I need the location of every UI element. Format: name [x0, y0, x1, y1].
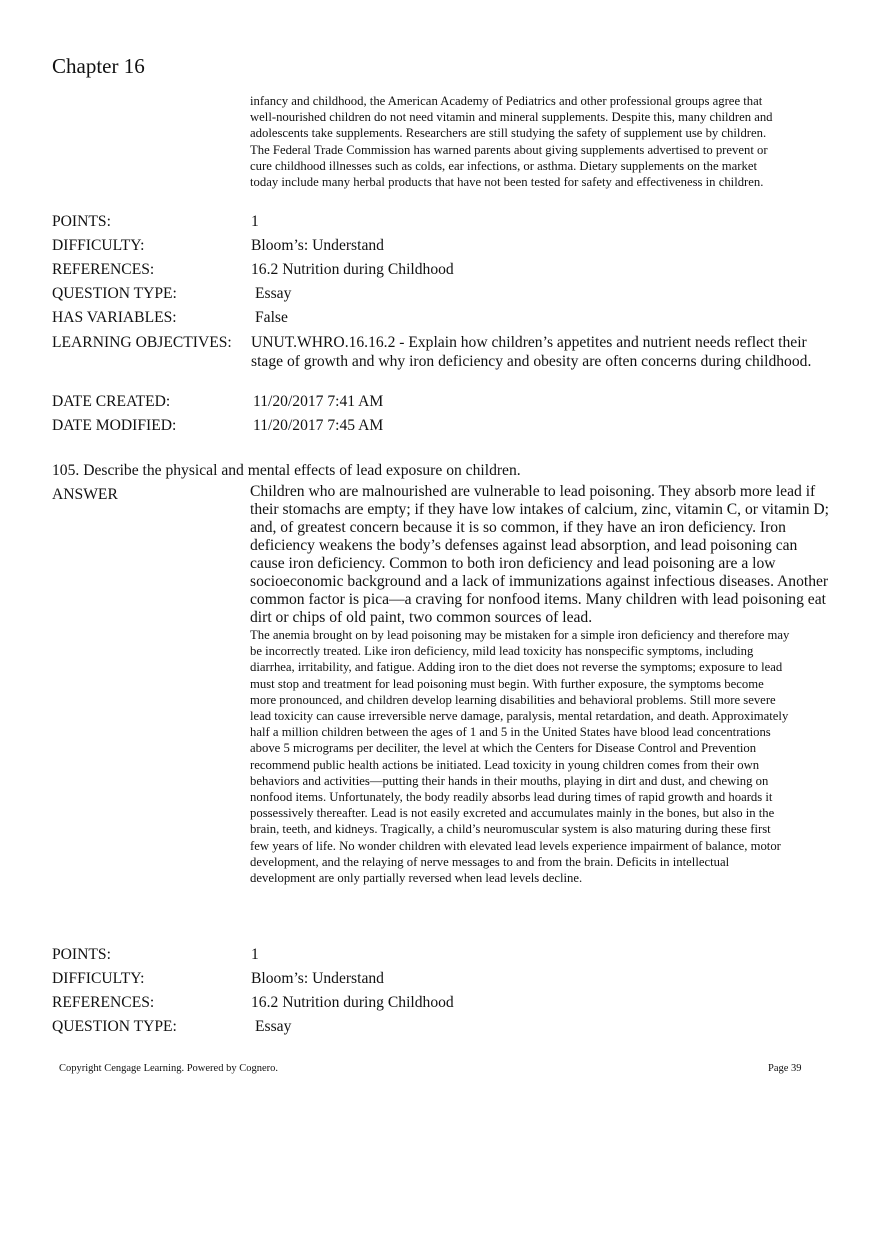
- meta-value: 1: [251, 946, 259, 963]
- meta-label: LEARNING OBJECTIVES:: [52, 334, 232, 351]
- answer-paragraph-1: Children who are malnourished are vulnerable to lead poisoning. They absorb more lead if their stomachs are empty; if they have low intakes of calcium, zinc, vitamin C, or vitamin D; and, of greatest concern because it is so common, if they have an iron deficiency. Iron deficiency weakens the body’s defenses against lead absorption, and lead poisoning can cause iron deficiency. Common to both iron deficiency and lead poisoning are a low socioeconomic background and a lack of immunizations against infectious diseases. Another common factor is pica—a craving for nonfood items. Many children with lead poisoning eat dirt or chips of old paint, two common sources of lead.: [250, 483, 829, 626]
- meta-label: DATE MODIFIED:: [52, 417, 177, 434]
- meta-label: QUESTION TYPE:: [52, 285, 177, 302]
- meta-row-points: [52, 213, 842, 237]
- meta-row-references: [52, 261, 842, 285]
- meta-row-has-variables: [52, 309, 842, 333]
- chapter-heading: Chapter 16: [52, 54, 145, 78]
- meta-row-date-modified: [52, 417, 842, 441]
- question-line: [52, 462, 521, 480]
- meta-label: HAS VARIABLES:: [52, 309, 177, 326]
- question-text: Describe the physical and mental effects of lead exposure on children.: [83, 462, 521, 479]
- copyright-footer: Copyright Cengage Learning. Powered by Cognero.: [59, 1063, 278, 1074]
- answer-label: ANSWER: [52, 486, 118, 503]
- answer-paragraph-2: The anemia brought on by lead poisoning may be mistaken for a simple iron deficiency and therefore may be incorrectly treated. Like iron deficiency, mild lead toxicity has nonspecific symptoms, including diarrhea, irritability, and fatigue. Adding iron to the diet does not reverse the symptoms; exposure to lead must stop and treatment for lead poisoning must begin. With further exposure, the symptoms become more pronounced, and children develop learning disabilities and behavioral problems. Still more severe lead toxicity can cause irreversible nerve damage, paralysis, mental retardation, and death. Approximately half a million children between the ages of 1 and 5 in the United States have blood lead concentrations above 5 micrograms per deciliter, the level at which the Centers for Disease Control and Prevention recommend public health actions be initiated. Lead toxicity in young children comes from their own behaviors and activities—putting their hands in their mouths, playing in dirt and dust, and chewing on nonfood items. Unfortunately, the body readily absorbs lead during times of rapid growth and hoards it possessively thereafter. Lead is not easily excreted and accumulates mainly in the bones, but also in the brain, teeth, and kidneys. Tragically, a child’s neuromuscular system is also maturing during these first few years of life. No wonder children with elevated lead levels experience impairment of balance, motor development, and the relaying of nerve messages to and from the brain. Deficits in intellectual development are only partially reversed when lead levels decline.: [250, 628, 790, 886]
- meta-row-references: [52, 994, 842, 1018]
- meta-row-points: [52, 946, 842, 970]
- question-metadata-2: [52, 946, 842, 1042]
- question-metadata: [52, 213, 842, 441]
- meta-row-difficulty: [52, 970, 842, 994]
- page-number: Page 39: [768, 1063, 802, 1074]
- question-number: 105.: [52, 462, 80, 479]
- previous-answer-text: infancy and childhood, the American Academy of Pediatrics and other professional groups agree that well-nourished children do not need vitamin and mineral supplements. Despite this, many children and adolescents take supplements. Researchers are still studying the safety of supplement use by children. The Federal Trade Commission has warned parents about giving supplements advertised to prevent or cure childhood illnesses such as colds, ear infections, or asthma. Dietary supplements on the market today include many herbal products that have not been tested for safety and effectiveness in children.: [250, 94, 773, 190]
- meta-row-difficulty: [52, 237, 842, 261]
- meta-row-question-type: [52, 285, 842, 309]
- meta-value: Bloom’s: Understand: [251, 970, 384, 987]
- meta-label: POINTS:: [52, 946, 111, 963]
- meta-value: Essay: [255, 1018, 292, 1035]
- meta-row-question-type: [52, 1018, 842, 1042]
- meta-value: 1: [251, 213, 259, 230]
- meta-label: DIFFICULTY:: [52, 970, 145, 987]
- meta-label: DIFFICULTY:: [52, 237, 145, 254]
- meta-value: 11/20/2017 7:41 AM: [253, 393, 384, 410]
- meta-label: REFERENCES:: [52, 261, 155, 278]
- meta-value: UNUT.WHRO.16.16.2 - Explain how children’s appetites and nutrient needs reflect their stage of growth and why iron deficiency and obesity are often concerns during childhood.: [251, 334, 812, 370]
- meta-row-learning-objectives: [52, 333, 842, 393]
- meta-label: REFERENCES:: [52, 994, 155, 1011]
- meta-row-date-created: [52, 393, 842, 417]
- meta-value: Essay: [255, 285, 292, 302]
- meta-value: 11/20/2017 7:45 AM: [253, 417, 384, 434]
- meta-value: 16.2 Nutrition during Childhood: [251, 261, 454, 278]
- answer-body: [250, 483, 835, 886]
- meta-value: 16.2 Nutrition during Childhood: [251, 994, 454, 1011]
- meta-label: QUESTION TYPE:: [52, 1018, 177, 1035]
- meta-value: Bloom’s: Understand: [251, 237, 384, 254]
- meta-value: False: [255, 309, 288, 326]
- meta-label: POINTS:: [52, 213, 111, 230]
- meta-label: DATE CREATED:: [52, 393, 171, 410]
